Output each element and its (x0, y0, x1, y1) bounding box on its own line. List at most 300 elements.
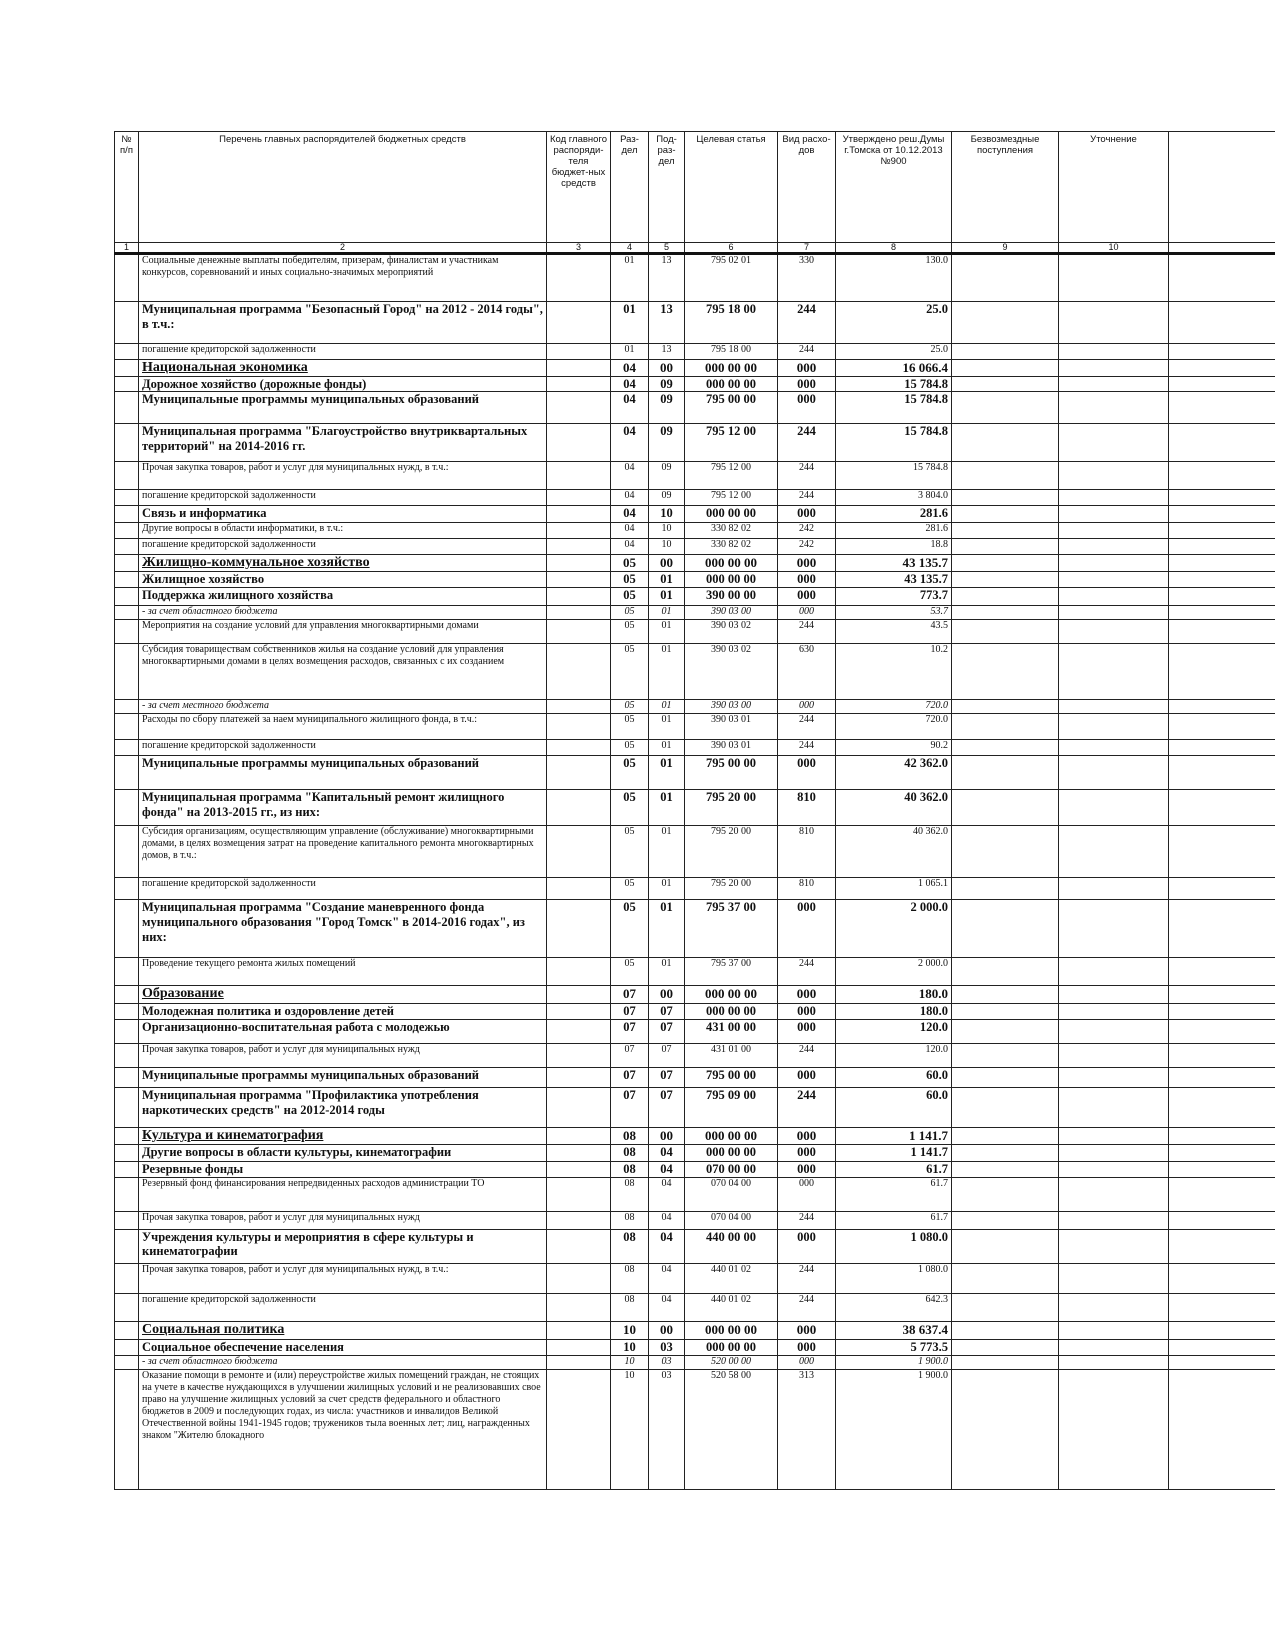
table-row (115, 344, 1275, 360)
cell-podrazdel: 01 (649, 900, 685, 958)
cell-approved: 642.3 (836, 1294, 952, 1322)
cell-type: 000 (778, 588, 836, 606)
cell-razdel: 08 (611, 1230, 649, 1264)
cell-code (547, 462, 611, 490)
cell-target: 070 04 00 (685, 1212, 778, 1230)
cell-target: 000 00 00 (685, 1340, 778, 1356)
cell-target: 000 00 00 (685, 1004, 778, 1020)
cell-num (115, 1068, 139, 1088)
cell-clarification (1059, 958, 1169, 986)
cell-type: 000 (778, 900, 836, 958)
cell-razdel: 04 (611, 360, 649, 377)
cell-razdel: 08 (611, 1128, 649, 1145)
cell-approved: 40 362.0 (836, 790, 952, 826)
cell-code (547, 1162, 611, 1178)
cell-extra (1169, 986, 1275, 1004)
table-row (115, 392, 1275, 424)
cell-target: 000 00 00 (685, 506, 778, 523)
cell-podrazdel: 00 (649, 555, 685, 572)
cell-grants (952, 490, 1059, 506)
cell-clarification (1059, 606, 1169, 620)
cell-podrazdel: 04 (649, 1178, 685, 1212)
cell-code (547, 254, 611, 302)
cell-clarification (1059, 986, 1169, 1004)
cell-name: Муниципальные программы муниципальных образований (139, 392, 547, 424)
cell-code (547, 958, 611, 986)
cell-clarification (1059, 620, 1169, 644)
cell-code (547, 714, 611, 740)
cell-name: Муниципальные программы муниципальных образований (139, 1068, 547, 1088)
cell-name: Социальное обеспечение населения (139, 1340, 547, 1356)
table-row (115, 740, 1275, 756)
colnum: 10 (1059, 243, 1169, 254)
cell-grants (952, 377, 1059, 392)
cell-num (115, 588, 139, 606)
cell-code (547, 826, 611, 878)
cell-podrazdel: 07 (649, 1020, 685, 1044)
cell-razdel: 05 (611, 878, 649, 900)
cell-name: Муниципальная программа "Профилактика употребления наркотических средств" на 2012-2014 годы (139, 1088, 547, 1128)
table-row (115, 900, 1275, 958)
cell-approved: 38 637.4 (836, 1322, 952, 1340)
cell-razdel: 01 (611, 344, 649, 360)
cell-name: Дорожное хозяйство (дорожные фонды) (139, 377, 547, 392)
cell-num (115, 700, 139, 714)
header-approved: Утверждено реш.Думы г.Томска от 10.12.2013 №900 (836, 132, 952, 243)
cell-num (115, 462, 139, 490)
cell-razdel: 05 (611, 620, 649, 644)
cell-razdel: 04 (611, 506, 649, 523)
table-row (115, 1294, 1275, 1322)
cell-podrazdel: 01 (649, 790, 685, 826)
cell-razdel: 05 (611, 958, 649, 986)
cell-code (547, 620, 611, 644)
table-row (115, 462, 1275, 490)
cell-code (547, 986, 611, 1004)
cell-num (115, 523, 139, 539)
cell-name: Прочая закупка товаров, работ и услуг для муниципальных нужд (139, 1044, 547, 1068)
table-row (115, 1128, 1275, 1145)
cell-podrazdel: 04 (649, 1294, 685, 1322)
cell-code (547, 392, 611, 424)
cell-razdel: 10 (611, 1370, 649, 1490)
cell-extra (1169, 1264, 1275, 1294)
cell-name: Проведение текущего ремонта жилых помещений (139, 958, 547, 986)
cell-extra (1169, 700, 1275, 714)
table-row (115, 1162, 1275, 1178)
cell-code (547, 1128, 611, 1145)
cell-clarification (1059, 523, 1169, 539)
cell-podrazdel: 07 (649, 1004, 685, 1020)
cell-grants (952, 1178, 1059, 1212)
cell-target: 795 12 00 (685, 424, 778, 462)
cell-code (547, 539, 611, 555)
table-row (115, 878, 1275, 900)
table-row (115, 1020, 1275, 1044)
cell-podrazdel: 04 (649, 1145, 685, 1162)
cell-approved: 2 000.0 (836, 900, 952, 958)
cell-approved: 281.6 (836, 523, 952, 539)
cell-extra (1169, 254, 1275, 302)
cell-name: Национальная экономика (139, 360, 547, 377)
header-num: № п/п (115, 132, 139, 243)
cell-podrazdel: 04 (649, 1162, 685, 1178)
cell-extra (1169, 1322, 1275, 1340)
cell-target: 000 00 00 (685, 986, 778, 1004)
cell-grants (952, 700, 1059, 714)
cell-razdel: 07 (611, 1020, 649, 1044)
cell-podrazdel: 00 (649, 1128, 685, 1145)
cell-name: - за счет областного бюджета (139, 1356, 547, 1370)
cell-grants (952, 900, 1059, 958)
cell-target: 000 00 00 (685, 1128, 778, 1145)
cell-approved: 773.7 (836, 588, 952, 606)
cell-clarification (1059, 344, 1169, 360)
cell-type: 244 (778, 1264, 836, 1294)
table-row (115, 490, 1275, 506)
header-extra (1169, 132, 1275, 243)
cell-approved: 16 066.4 (836, 360, 952, 377)
cell-extra (1169, 462, 1275, 490)
cell-podrazdel: 10 (649, 523, 685, 539)
cell-approved: 42 362.0 (836, 756, 952, 790)
cell-grants (952, 756, 1059, 790)
cell-type: 000 (778, 506, 836, 523)
cell-clarification (1059, 1212, 1169, 1230)
cell-razdel: 07 (611, 1004, 649, 1020)
colnum: 4 (611, 243, 649, 254)
cell-type: 244 (778, 344, 836, 360)
cell-approved: 1 900.0 (836, 1356, 952, 1370)
cell-approved: 120.0 (836, 1020, 952, 1044)
table-row (115, 958, 1275, 986)
cell-target: 795 12 00 (685, 490, 778, 506)
cell-approved: 720.0 (836, 700, 952, 714)
cell-name: Молодежная политика и оздоровление детей (139, 1004, 547, 1020)
cell-podrazdel: 09 (649, 424, 685, 462)
cell-num (115, 1128, 139, 1145)
cell-clarification (1059, 1230, 1169, 1264)
cell-target: 000 00 00 (685, 377, 778, 392)
cell-approved: 90.2 (836, 740, 952, 756)
cell-type: 810 (778, 790, 836, 826)
cell-extra (1169, 1294, 1275, 1322)
cell-grants (952, 1356, 1059, 1370)
cell-approved: 180.0 (836, 986, 952, 1004)
cell-grants (952, 1128, 1059, 1145)
cell-razdel: 05 (611, 740, 649, 756)
cell-clarification (1059, 740, 1169, 756)
header-razdel: Раз-дел (611, 132, 649, 243)
cell-type: 313 (778, 1370, 836, 1490)
cell-target: 390 03 01 (685, 714, 778, 740)
cell-name: погашение кредиторской задолженности (139, 878, 547, 900)
cell-grants (952, 360, 1059, 377)
cell-name: погашение кредиторской задолженности (139, 344, 547, 360)
cell-num (115, 555, 139, 572)
cell-grants (952, 1004, 1059, 1020)
cell-approved: 1 080.0 (836, 1230, 952, 1264)
cell-approved: 43 135.7 (836, 555, 952, 572)
cell-razdel: 07 (611, 1068, 649, 1088)
cell-grants (952, 1322, 1059, 1340)
cell-code (547, 790, 611, 826)
cell-type: 000 (778, 1162, 836, 1178)
cell-code (547, 1294, 611, 1322)
cell-extra (1169, 1004, 1275, 1020)
colnum: 5 (649, 243, 685, 254)
table-row (115, 254, 1275, 302)
cell-extra (1169, 1020, 1275, 1044)
cell-grants (952, 644, 1059, 700)
cell-clarification (1059, 1264, 1169, 1294)
table-row (115, 700, 1275, 714)
cell-extra (1169, 588, 1275, 606)
cell-extra (1169, 1212, 1275, 1230)
cell-razdel: 08 (611, 1162, 649, 1178)
cell-num (115, 826, 139, 878)
table-row (115, 572, 1275, 588)
cell-grants (952, 1340, 1059, 1356)
colnum: 9 (952, 243, 1059, 254)
cell-approved: 15 784.8 (836, 392, 952, 424)
cell-podrazdel: 04 (649, 1264, 685, 1294)
cell-approved: 1 065.1 (836, 878, 952, 900)
cell-num (115, 302, 139, 344)
cell-approved: 130.0 (836, 254, 952, 302)
table-row (115, 506, 1275, 523)
cell-name: Социальная политика (139, 1322, 547, 1340)
table-row (115, 1044, 1275, 1068)
cell-name: Культура и кинематография (139, 1128, 547, 1145)
cell-extra (1169, 900, 1275, 958)
cell-name: Оказание помощи в ремонте и (или) переустройстве жилых помещений граждан, не стоящих на учете в качестве нуждающихся в улучшении жилищных условий и не реализовавших свое право на улучшение жилищных условий за счет средств федерального и областного бюджетов в 2009 и последующих годах, из числа: участников и инвалидов Великой Отечественной войны 1941-1945 годов; тружеников тыла военных лет; лиц, награжденных знаком "Жителю блокадного (139, 1370, 547, 1490)
cell-code (547, 1264, 611, 1294)
cell-approved: 61.7 (836, 1178, 952, 1212)
cell-type: 244 (778, 958, 836, 986)
cell-name: Муниципальная программа "Безопасный Город" на 2012 - 2014 годы", в т.ч.: (139, 302, 547, 344)
cell-target: 000 00 00 (685, 360, 778, 377)
cell-grants (952, 254, 1059, 302)
cell-extra (1169, 555, 1275, 572)
cell-podrazdel: 01 (649, 740, 685, 756)
cell-extra (1169, 424, 1275, 462)
cell-extra (1169, 790, 1275, 826)
cell-name: Расходы по сбору платежей за наем муниципального жилищного фонда, в т.ч.: (139, 714, 547, 740)
cell-approved: 5 773.5 (836, 1340, 952, 1356)
cell-clarification (1059, 490, 1169, 506)
cell-num (115, 900, 139, 958)
cell-approved: 60.0 (836, 1068, 952, 1088)
cell-target: 390 03 02 (685, 620, 778, 644)
cell-type: 000 (778, 1322, 836, 1340)
budget-table (114, 131, 1275, 1490)
cell-target: 000 00 00 (685, 1145, 778, 1162)
cell-target: 330 82 02 (685, 539, 778, 555)
cell-grants (952, 344, 1059, 360)
cell-name: Учреждения культуры и мероприятия в сфере культуры и кинематографии (139, 1230, 547, 1264)
cell-type: 000 (778, 392, 836, 424)
cell-podrazdel: 01 (649, 958, 685, 986)
cell-clarification (1059, 1128, 1169, 1145)
cell-type: 244 (778, 302, 836, 344)
cell-grants (952, 790, 1059, 826)
cell-podrazdel: 01 (649, 572, 685, 588)
table-row (115, 1340, 1275, 1356)
cell-type: 244 (778, 1294, 836, 1322)
cell-target: 431 01 00 (685, 1044, 778, 1068)
cell-podrazdel: 01 (649, 826, 685, 878)
header-name: Перечень главных распорядителей бюджетных средств (139, 132, 547, 243)
cell-approved: 15 784.8 (836, 462, 952, 490)
cell-num (115, 1322, 139, 1340)
table-row (115, 606, 1275, 620)
header-type: Вид расхо-дов (778, 132, 836, 243)
cell-clarification (1059, 1068, 1169, 1088)
cell-target: 795 00 00 (685, 1068, 778, 1088)
cell-type: 244 (778, 714, 836, 740)
cell-extra (1169, 878, 1275, 900)
cell-name: - за счет областного бюджета (139, 606, 547, 620)
cell-target: 330 82 02 (685, 523, 778, 539)
cell-grants (952, 1264, 1059, 1294)
cell-code (547, 740, 611, 756)
cell-code (547, 302, 611, 344)
cell-target: 070 04 00 (685, 1178, 778, 1212)
cell-grants (952, 1145, 1059, 1162)
cell-code (547, 1230, 611, 1264)
cell-approved: 1 080.0 (836, 1264, 952, 1294)
cell-num (115, 714, 139, 740)
cell-target: 000 00 00 (685, 1322, 778, 1340)
cell-clarification (1059, 1370, 1169, 1490)
cell-num (115, 1088, 139, 1128)
cell-podrazdel: 09 (649, 392, 685, 424)
cell-type: 000 (778, 986, 836, 1004)
cell-type: 244 (778, 1088, 836, 1128)
colnum-extra (1169, 243, 1275, 254)
cell-clarification (1059, 360, 1169, 377)
cell-target: 390 03 00 (685, 606, 778, 620)
cell-extra (1169, 506, 1275, 523)
cell-razdel: 05 (611, 790, 649, 826)
cell-clarification (1059, 392, 1169, 424)
cell-num (115, 377, 139, 392)
cell-target: 795 02 01 (685, 254, 778, 302)
cell-extra (1169, 1145, 1275, 1162)
cell-type: 244 (778, 1212, 836, 1230)
cell-clarification (1059, 1178, 1169, 1212)
cell-razdel: 04 (611, 490, 649, 506)
cell-name: Прочая закупка товаров, работ и услуг для муниципальных нужд, в т.ч.: (139, 1264, 547, 1294)
cell-num (115, 1294, 139, 1322)
table-row (115, 1178, 1275, 1212)
table-row (115, 1356, 1275, 1370)
cell-grants (952, 506, 1059, 523)
cell-code (547, 1370, 611, 1490)
cell-type: 244 (778, 490, 836, 506)
cell-type: 244 (778, 1044, 836, 1068)
table-row (115, 1145, 1275, 1162)
cell-target: 390 00 00 (685, 588, 778, 606)
cell-razdel: 01 (611, 254, 649, 302)
cell-code (547, 756, 611, 790)
cell-clarification (1059, 700, 1169, 714)
cell-razdel: 05 (611, 606, 649, 620)
table-row (115, 424, 1275, 462)
cell-name: Муниципальная программа "Капитальный ремонт жилищного фонда" на 2013-2015 гг., из них: (139, 790, 547, 826)
cell-grants (952, 986, 1059, 1004)
cell-razdel: 04 (611, 523, 649, 539)
cell-name: Резервный фонд финансирования непредвиденных расходов администрации ТО (139, 1178, 547, 1212)
cell-code (547, 878, 611, 900)
cell-grants (952, 1020, 1059, 1044)
cell-podrazdel: 04 (649, 1230, 685, 1264)
cell-extra (1169, 523, 1275, 539)
cell-razdel: 05 (611, 756, 649, 790)
cell-num (115, 1370, 139, 1490)
cell-podrazdel: 01 (649, 620, 685, 644)
cell-code (547, 555, 611, 572)
cell-num (115, 756, 139, 790)
cell-grants (952, 958, 1059, 986)
cell-code (547, 588, 611, 606)
cell-name: - за счет местного бюджета (139, 700, 547, 714)
cell-grants (952, 302, 1059, 344)
cell-extra (1169, 958, 1275, 986)
cell-grants (952, 572, 1059, 588)
cell-grants (952, 1212, 1059, 1230)
cell-extra (1169, 606, 1275, 620)
cell-podrazdel: 03 (649, 1340, 685, 1356)
cell-grants (952, 555, 1059, 572)
cell-razdel: 04 (611, 539, 649, 555)
cell-num (115, 344, 139, 360)
table-row (115, 539, 1275, 555)
cell-num (115, 878, 139, 900)
cell-razdel: 10 (611, 1340, 649, 1356)
cell-grants (952, 1088, 1059, 1128)
cell-name: погашение кредиторской задолженности (139, 490, 547, 506)
cell-code (547, 1178, 611, 1212)
cell-approved: 180.0 (836, 1004, 952, 1020)
cell-razdel: 04 (611, 424, 649, 462)
cell-clarification (1059, 878, 1169, 900)
cell-type: 244 (778, 620, 836, 644)
cell-code (547, 1322, 611, 1340)
cell-extra (1169, 377, 1275, 392)
cell-grants (952, 1068, 1059, 1088)
table-row (115, 1322, 1275, 1340)
cell-extra (1169, 1370, 1275, 1490)
cell-extra (1169, 756, 1275, 790)
cell-clarification (1059, 1020, 1169, 1044)
cell-podrazdel: 01 (649, 606, 685, 620)
cell-approved: 18.8 (836, 539, 952, 555)
cell-target: 390 03 02 (685, 644, 778, 700)
cell-grants (952, 606, 1059, 620)
cell-extra (1169, 490, 1275, 506)
cell-clarification (1059, 302, 1169, 344)
cell-type: 000 (778, 555, 836, 572)
cell-name: погашение кредиторской задолженности (139, 740, 547, 756)
cell-clarification (1059, 1004, 1169, 1020)
colnum: 2 (139, 243, 547, 254)
cell-grants (952, 424, 1059, 462)
cell-clarification (1059, 1340, 1169, 1356)
cell-num (115, 572, 139, 588)
cell-clarification (1059, 1356, 1169, 1370)
